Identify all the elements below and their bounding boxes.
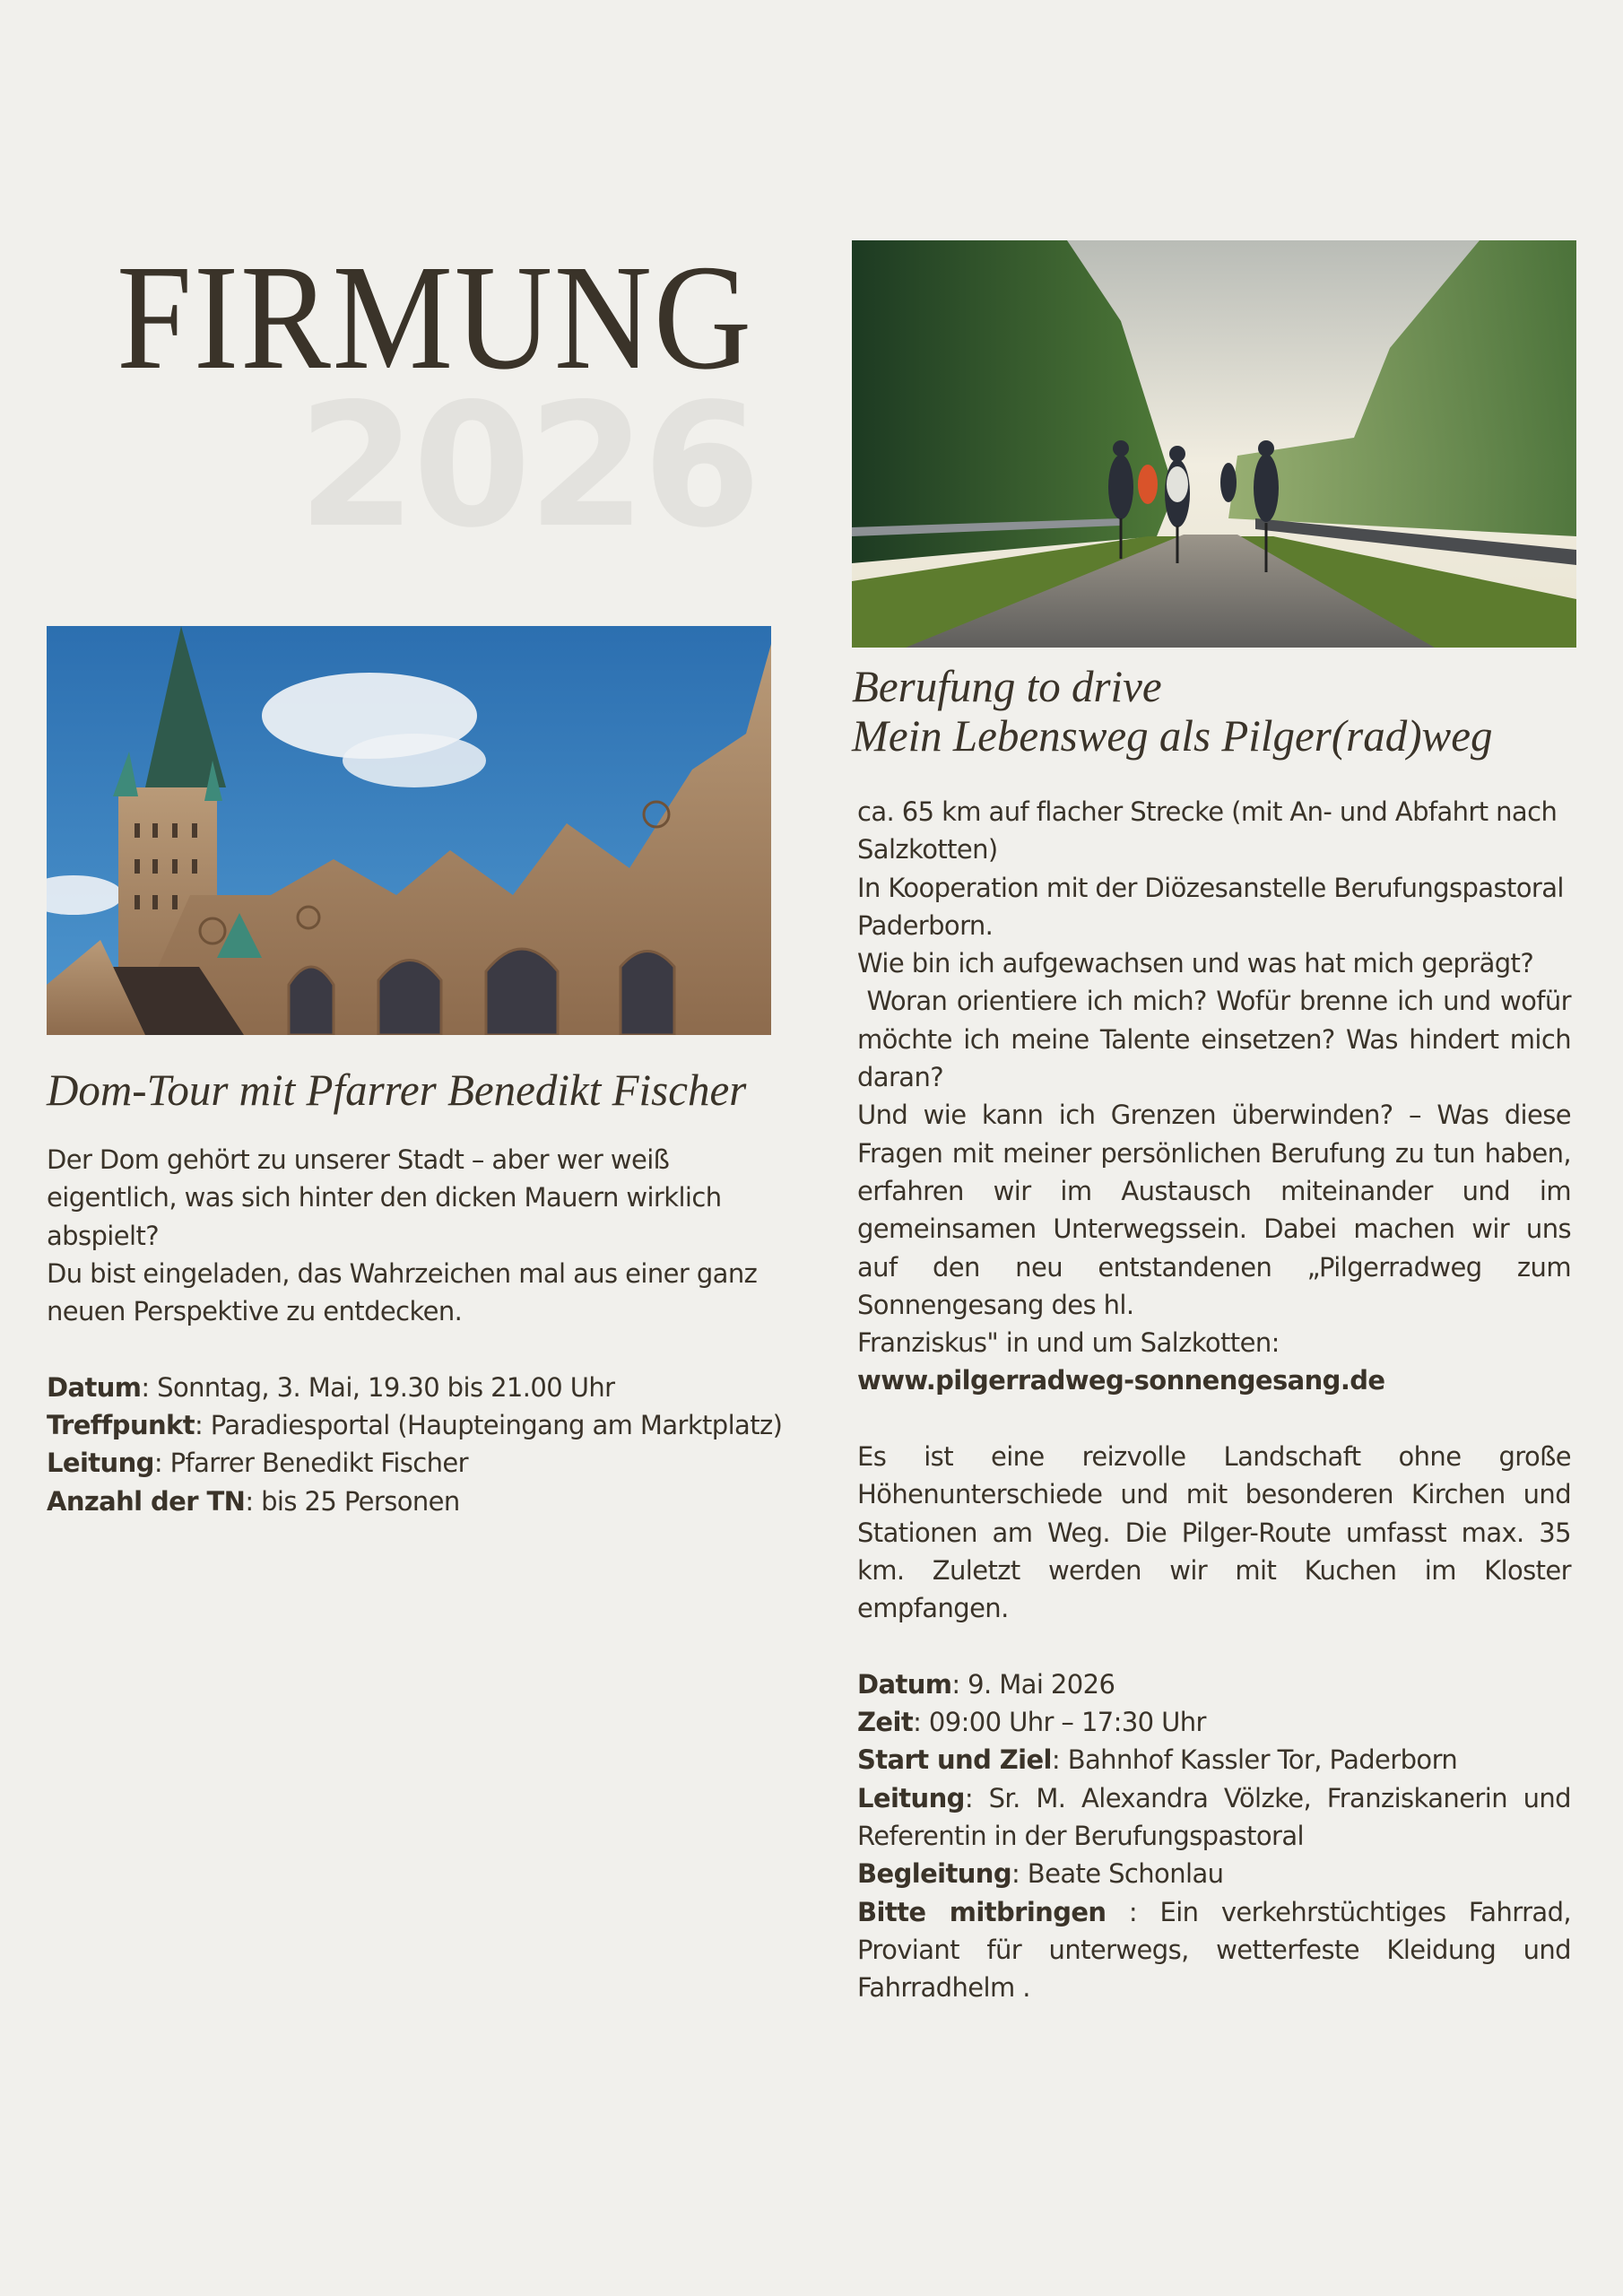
cycling-paragraph: Und wie kann ich Grenzen überwinden? – Was diese Fragen mit meiner persönlichen Berufung zu tun haben, erfahren wir im Austausch miteinander und im gemeinsamen Unterwegssein. Dabei machen wir uns auf den neu entstandenen „Pilgerradweg zum Sonnengesang des hl.	[857, 1100, 1571, 1320]
cycling-detail-start	[857, 1741, 1571, 1779]
dom-tour-intro-1: Der Dom gehört zu unserer Stadt – aber wer weiß eigentlich, was sich hinter den dicken Mauern wirklich abspielt?	[47, 1144, 722, 1251]
dom-tour-detail-leader	[47, 1444, 791, 1482]
cycling-paragraph: ca. 65 km auf flacher Strecke (mit An- und Abfahrt nach Salzkotten)	[857, 796, 1558, 865]
cycling-detail-bring	[857, 1893, 1571, 2007]
detail-value: : bis 25 Personen	[245, 1485, 460, 1517]
cycling-heading	[852, 662, 1492, 761]
detail-label: Leitung	[47, 1448, 154, 1479]
dom-tour-heading: Dom-Tour mit Pfarrer Benedikt Fischer	[47, 1065, 747, 1115]
detail-label: Zeit	[857, 1707, 914, 1738]
website-link[interactable]: www.pilgerradweg-sonnengesang.de	[857, 1365, 1385, 1396]
dom-tour-detail-participants	[47, 1483, 791, 1520]
detail-label: Begleitung	[857, 1858, 1011, 1890]
detail-value: : 9. Mai 2026	[951, 1668, 1115, 1700]
year-watermark: 2026	[298, 367, 758, 565]
detail-label: Datum	[857, 1668, 952, 1700]
detail-label: Leitung	[857, 1782, 965, 1813]
dom-tour-intro-2: Du bist eingeladen, das Wahrzeichen mal aus einer ganz neuen Perspektive zu entdecken.	[47, 1257, 758, 1327]
detail-value: : Ein verkehrstüchtiges Fahrrad, Proviant für unterwegs, wetterfeste Kleidung und Fahrradhelm .	[857, 1896, 1571, 2004]
dom-tour-body	[47, 1141, 791, 1520]
cycling-body	[857, 793, 1579, 2007]
cathedral-photo	[47, 626, 771, 1035]
dom-tour-detail-date	[47, 1369, 791, 1406]
detail-value: : Paradiesportal (Haupteingang am Marktplatz)	[195, 1410, 783, 1441]
page-title: FIRMUNG	[117, 234, 753, 401]
cycling-heading-line1: Berufung to drive	[852, 661, 1162, 711]
detail-value: : Bahnhof Kassler Tor, Paderborn	[1051, 1744, 1458, 1776]
cycling-detail-time	[857, 1703, 1571, 1741]
landscape-paragraph: Es ist eine reizvolle Landschaft ohne große Höhenunterschiede und mit besonderen Kirchen und Stationen am Weg. Die Pilger-Route umfasst max. 35 km. Zuletzt werden wir mit Kuchen im Kloster empfangen.	[857, 1441, 1571, 1624]
detail-label: Treffpunkt	[47, 1410, 195, 1441]
cycling-paragraph: In Kooperation mit der Diözesanstelle Berufungspastoral Paderborn.	[857, 872, 1564, 941]
dom-tour-detail-meeting-point	[47, 1406, 791, 1444]
detail-label: Datum	[47, 1371, 142, 1403]
detail-value: : Beate Schonlau	[1011, 1858, 1224, 1890]
cycling-detail-leader	[857, 1779, 1571, 1856]
cycling-detail-date	[857, 1665, 1571, 1703]
detail-label: Start und Ziel	[857, 1744, 1052, 1776]
cycling-heading-line2: Mein Lebensweg als Pilger(rad)weg	[852, 710, 1493, 761]
cycling-paragraph: Woran orientiere ich mich? Wofür brenne ich und wofür möchte ich meine Talente einsetzen? Was hindert mich daran?	[857, 986, 1579, 1093]
cycling-detail-companion	[857, 1855, 1571, 1892]
detail-value: : Sr. M. Alexandra Völzke, Franziskanerin und Referentin in der Berufungspastoral	[857, 1782, 1571, 1852]
detail-value: : 09:00 Uhr – 17:30 Uhr	[913, 1707, 1206, 1738]
cycling-paragraph: Wie bin ich aufgewachsen und was hat mich geprägt?	[857, 948, 1534, 979]
detail-value: : Sonntag, 3. Mai, 19.30 bis 21.00 Uhr	[141, 1371, 615, 1403]
cycling-paragraph: Franziskus" in und um Salzkotten:	[857, 1327, 1280, 1359]
detail-label: Bitte mitbringen	[857, 1896, 1107, 1927]
cycling-group-photo	[852, 240, 1576, 648]
detail-label: Anzahl der TN	[47, 1485, 246, 1517]
detail-value: : Pfarrer Benedikt Fischer	[153, 1448, 468, 1479]
